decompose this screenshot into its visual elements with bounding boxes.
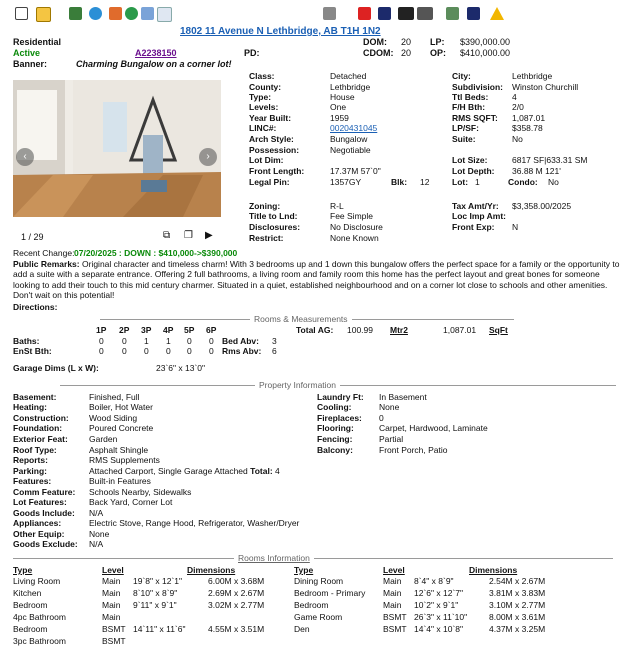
bath-count: 0 <box>209 336 214 346</box>
bed-abv-value: 3 <box>272 336 277 346</box>
room-dims-imperial: 19`8" x 12`1" <box>133 576 183 586</box>
mls-number[interactable]: A2238150 <box>135 48 177 58</box>
pdf-icon[interactable] <box>358 7 371 20</box>
image-icon[interactable] <box>467 7 480 20</box>
mtr2-toggle[interactable]: Mtr2 <box>390 325 408 335</box>
edit-icon[interactable] <box>36 7 51 22</box>
detail-label: Levels: <box>249 102 279 112</box>
bath-count: 1 <box>144 336 149 346</box>
col-header: 3P <box>141 325 152 335</box>
room-type: Kitchen <box>13 588 42 598</box>
prop-value: Carpet, Hardwood, Laminate <box>379 423 488 433</box>
room-dims-metric: 8.00M x 3.61M <box>489 612 546 622</box>
globe-icon[interactable] <box>125 7 138 20</box>
detail-value: 36.88 M 121' <box>512 166 561 176</box>
prop-value: Back Yard, Corner Lot <box>89 497 173 507</box>
op-label: OP: <box>430 48 447 58</box>
detail-value: One <box>330 102 347 112</box>
room-dims-imperial: 8`4" x 8`9" <box>414 576 454 586</box>
prop-value: Garden <box>89 434 118 444</box>
room-type: Bedroom - Primary <box>294 588 366 598</box>
play-icon[interactable]: ▶ <box>205 230 213 241</box>
prop-value: Boiler, Hot Water <box>89 402 153 412</box>
prop-value: None <box>89 529 110 539</box>
bath-count: 1 <box>166 336 171 346</box>
prop-label: Construction: <box>13 413 69 423</box>
linc-link[interactable]: 0020431045 <box>330 123 378 133</box>
section-title: Rooms Information <box>234 553 314 563</box>
prop-label: Parking: <box>13 466 48 476</box>
col-header: 6P <box>206 325 217 335</box>
detail-value: None Known <box>330 233 379 243</box>
detail-label: City: <box>452 71 471 81</box>
section-title: Property Information <box>255 380 340 390</box>
total-ag-value: 100.99 <box>347 325 373 335</box>
detail-label: Front Length: <box>249 166 305 176</box>
col-header: 1P <box>96 325 107 335</box>
sqft-toggle[interactable]: SqFt <box>489 325 508 335</box>
detail-value: Detached <box>330 71 367 81</box>
detail-label: Front Exp: <box>452 222 495 232</box>
baths-label: Baths: <box>13 336 40 346</box>
room-dims-imperial: 14`11" x 11`6" <box>133 624 186 634</box>
zoom-icon[interactable] <box>398 7 414 20</box>
recent-change-value: 07/20/2025 : DOWN : $410,000->$390,000 <box>74 248 238 258</box>
lp-value: $390,000.00 <box>460 37 511 47</box>
room-type: Living Room <box>13 576 61 586</box>
prop-value: 0 <box>379 413 384 423</box>
room-dims-metric: 4.55M x 3.51M <box>208 624 265 634</box>
blk-label: Blk: <box>391 177 408 187</box>
prop-label: Cooling: <box>317 402 352 412</box>
detail-value: 1959 <box>330 113 349 123</box>
room-level: Main <box>102 576 121 586</box>
prop-value: None <box>379 402 400 412</box>
room-type: Den <box>294 624 310 634</box>
detail-label: F/H Bth: <box>452 102 486 112</box>
total-ag-label: Total AG: <box>296 325 334 335</box>
prop-value: N/A <box>89 539 104 549</box>
prop-value: N/A <box>89 508 104 518</box>
col-header: 5P <box>184 325 195 335</box>
detail-value: Lethbridge <box>330 82 371 92</box>
prop-value: Front Porch, Patio <box>379 445 448 455</box>
prop-label: Foundation: <box>13 423 63 433</box>
detail-label: Restrict: <box>249 233 284 243</box>
room-dims-metric: 3.02M x 2.77M <box>208 600 265 610</box>
detail-value: 6817 SF|633.31 SM <box>512 155 588 165</box>
rooms-measurements-header <box>0 314 640 324</box>
detail-value: R-L <box>330 201 344 211</box>
col-header-level: Level <box>383 565 405 575</box>
detail-label: RMS SQFT: <box>452 113 498 123</box>
prop-value: Finished, Full <box>89 392 140 402</box>
detail-label: County: <box>249 82 282 92</box>
garage-label: Garage Dims (L x W): <box>13 363 99 373</box>
detail-label: Lot Dim: <box>249 155 284 165</box>
detail-label: Ttl Beds: <box>452 92 489 102</box>
rms-abv-label: Rms Abv: <box>222 346 262 356</box>
detail-label: Lot Depth: <box>452 166 495 176</box>
detail-label: Tax Amt/Yr: <box>452 201 499 211</box>
ruler-icon[interactable] <box>417 7 433 20</box>
remarks-label: Public Remarks: <box>13 259 80 269</box>
dom-label: DOM: <box>363 37 387 47</box>
room-type: Dining Room <box>294 576 344 586</box>
prop-label: Fencing: <box>317 434 353 444</box>
detail-label: Disclosures: <box>249 222 301 232</box>
detail-value: No <box>512 134 523 144</box>
prop-label: Fireplaces: <box>317 413 362 423</box>
blk-value: 12 <box>420 177 430 187</box>
garage-value: 23`6" x 13`0" <box>156 363 206 373</box>
prop-value <box>89 466 280 476</box>
room-type: Game Room <box>294 612 343 622</box>
prop-value: RMS Supplements <box>89 455 160 465</box>
gallery-icon[interactable]: ❐ <box>184 230 193 241</box>
prop-label: Goods Include: <box>13 508 75 518</box>
sqft-value: 1,087.01 <box>443 325 477 335</box>
detail-value: Fee Simple <box>330 211 373 221</box>
prop-label: Flooring: <box>317 423 354 433</box>
detail-value: Negotiable <box>330 145 371 155</box>
detail-value: 1357GY <box>330 177 362 187</box>
room-level: Main <box>102 588 121 598</box>
status-badge: Active <box>13 48 41 58</box>
condo-value: No <box>548 177 559 187</box>
prop-label: Balcony: <box>317 445 353 455</box>
cdom-value: 20 <box>401 48 412 58</box>
room-level: Main <box>102 612 121 622</box>
total-value: 4 <box>275 466 280 476</box>
room-type: 4pc Bathroom <box>13 612 66 622</box>
detail-value: 1,087.01 <box>512 113 546 123</box>
star-icon[interactable] <box>378 7 391 20</box>
col-header: 4P <box>163 325 174 335</box>
checkbox-icon[interactable] <box>15 7 28 20</box>
prop-label: Basement: <box>13 392 57 402</box>
rms-abv-value: 6 <box>272 346 277 356</box>
remarks-text: Original character and timeless charm! With 3 bedrooms up and 1 down this bungalow offers the perfect space for a family or the opportunity to add a suite with a separate entrance. Offering 2 full bathrooms, a living room and family room this home has the perfect layout and great bones for someone looking to add their touch to this mid century charmer. Situated in a quiet, established neighbourhood and on a corner lot close to schools and other amenities. Don't wait on this potential! <box>13 259 620 300</box>
detail-label: Type: <box>249 92 272 102</box>
detail-value: $3,358.00/2025 <box>512 201 572 211</box>
prop-label: Other Equip: <box>13 529 65 539</box>
lp-label: LP: <box>430 37 445 47</box>
prop-value: Built-in Features <box>89 476 151 486</box>
recent-change-label: Recent Change: <box>13 248 75 258</box>
detail-value: 17.37M 57`0" <box>330 166 381 176</box>
detail-value: Bungalow <box>330 134 368 144</box>
pd-label: PD: <box>244 48 260 58</box>
banner-label: Banner: <box>13 59 48 69</box>
detail-label: Lot Size: <box>452 155 488 165</box>
bank-icon[interactable] <box>323 7 336 20</box>
detail-value: Lethbridge <box>512 71 553 81</box>
room-level: BSMT <box>383 624 407 634</box>
prop-value: Wood Siding <box>89 413 138 423</box>
bath-count: 0 <box>122 336 127 346</box>
detail-value: House <box>330 92 355 102</box>
dom-value: 20 <box>401 37 412 47</box>
room-photo-image <box>13 80 221 217</box>
detail-label: Subdivision: <box>452 82 503 92</box>
detail-value: 4 <box>512 92 517 102</box>
detail-value: N <box>512 222 519 232</box>
prop-label: Appliances: <box>13 518 62 528</box>
detail-label: Suite: <box>452 134 476 144</box>
detail-label: Legal Pin: <box>249 177 290 187</box>
condo-label: Condo: <box>508 177 538 187</box>
room-level: BSMT <box>383 612 407 622</box>
room-dims-imperial: 26`3" x 11`10" <box>414 612 468 622</box>
detail-label: Loc Imp Amt: <box>452 211 506 221</box>
detail-label: Arch Style: <box>249 134 294 144</box>
room-dims-imperial: 12`6" x 12`7" <box>414 588 464 598</box>
room-dims-metric: 3.10M x 2.77M <box>489 600 546 610</box>
next-photo-button[interactable]: › <box>199 148 217 166</box>
ensuite-count: 0 <box>166 346 171 356</box>
col-header-level: Level <box>102 565 124 575</box>
prev-photo-button[interactable]: ‹ <box>16 148 34 166</box>
photo-icon[interactable] <box>69 7 82 20</box>
col-header-dims: Dimensions <box>187 565 236 575</box>
cdom-label: CDOM: <box>363 48 394 58</box>
share-icon[interactable] <box>109 7 122 20</box>
room-dims-imperial: 10`2" x 9`1" <box>414 600 459 610</box>
detail-label: LP/SF: <box>452 123 479 133</box>
detail-label: Year Built: <box>249 113 292 123</box>
photo-counter: 1 / 29 <box>21 232 44 242</box>
prop-label: Laundry Ft: <box>317 392 364 402</box>
room-level: Main <box>102 600 121 610</box>
prop-label: Comm Feature: <box>13 487 76 497</box>
ensuite-count: 0 <box>122 346 127 356</box>
ensuite-count: 0 <box>144 346 149 356</box>
ensuite-count: 0 <box>209 346 214 356</box>
prop-label: Heating: <box>13 402 47 412</box>
detail-value: 1 <box>475 177 480 187</box>
detail-value: 2/0 <box>512 102 524 112</box>
total-label: Total: <box>250 466 273 476</box>
settings-icon[interactable] <box>89 7 102 20</box>
bath-count: 0 <box>99 336 104 346</box>
room-dims-imperial: 14`4" x 10`8" <box>414 624 464 634</box>
detail-label: LINC#: <box>249 123 277 133</box>
prop-value: Partial <box>379 434 404 444</box>
parking-value: Attached Carport, Single Garage Attached <box>89 466 248 476</box>
room-type: 3pc Bathroom <box>13 636 66 646</box>
room-dims-metric: 4.37M x 3.25M <box>489 624 546 634</box>
detail-label: Title to Lnd: <box>249 211 298 221</box>
warning-icon[interactable] <box>490 7 504 20</box>
room-type: Bedroom <box>294 600 329 610</box>
prop-label: Exterior Feat: <box>13 434 68 444</box>
copy-icon[interactable] <box>141 7 154 20</box>
fullscreen-icon[interactable]: ⧉ <box>163 230 171 241</box>
document-icon[interactable] <box>157 7 172 22</box>
prop-value: Poured Concrete <box>89 423 154 433</box>
bed-abv-label: Bed Abv: <box>222 336 259 346</box>
detail-value: Winston Churchill <box>512 82 579 92</box>
room-level: Main <box>383 588 402 598</box>
room-level: BSMT <box>102 636 126 646</box>
room-dims-metric: 6.00M x 3.68M <box>208 576 265 586</box>
prop-label: Lot Features: <box>13 497 67 507</box>
room-level: BSMT <box>102 624 126 634</box>
room-type: Bedroom <box>13 624 48 634</box>
room-dims-imperial: 9`11" x 9`1" <box>133 600 177 610</box>
directions-label: Directions: <box>13 302 58 312</box>
ensuite-label: EnSt Bth: <box>13 346 52 356</box>
public-remarks <box>13 259 627 300</box>
detail-value: No Disclosure <box>330 222 383 232</box>
property-type: Residential <box>13 37 62 47</box>
section-title: Rooms & Measurements <box>250 314 352 324</box>
detail-label: Zoning: <box>249 201 281 211</box>
col-header-type: Type <box>13 565 33 575</box>
room-dims-metric: 3.81M x 3.83M <box>489 588 546 598</box>
op-value: $410,000.00 <box>460 48 511 58</box>
prop-value: Schools Nearby, Sidewalks <box>89 487 192 497</box>
prop-label: Roof Type: <box>13 445 57 455</box>
col-header-dims: Dimensions <box>469 565 518 575</box>
prop-value: Electric Stove, Range Hood, Refrigerator, Washer/Dryer <box>89 518 300 528</box>
ensuite-count: 0 <box>187 346 192 356</box>
col-header: 2P <box>119 325 130 335</box>
room-dims-metric: 2.54M x 2.67M <box>489 576 546 586</box>
col-header-type: Type <box>294 565 314 575</box>
listing-address[interactable]: 1802 11 Avenue N Lethbridge, AB T1H 1N2 <box>180 26 381 37</box>
detail-label: Class: <box>249 71 275 81</box>
room-dims-imperial: 8`10" x 8`9" <box>133 588 178 598</box>
room-dims-metric: 2.69M x 2.67M <box>208 588 265 598</box>
property-info-header <box>0 380 640 390</box>
room-level: Main <box>383 600 402 610</box>
room-level: Main <box>383 576 402 586</box>
prop-value: In Basement <box>379 392 427 402</box>
bath-count: 0 <box>187 336 192 346</box>
prop-label: Goods Exclude: <box>13 539 78 549</box>
prop-value: Asphalt Shingle <box>89 445 149 455</box>
ensuite-count: 0 <box>99 346 104 356</box>
detail-value: $358.78 <box>512 123 543 133</box>
listing-photo[interactable] <box>13 80 221 217</box>
prop-label: Reports: <box>13 455 48 465</box>
calculator-icon[interactable] <box>446 7 459 20</box>
banner-text: Charming Bungalow on a corner lot! <box>76 59 232 69</box>
room-type: Bedroom <box>13 600 48 610</box>
detail-label: Lot: <box>452 177 469 187</box>
rooms-info-header <box>0 553 640 563</box>
detail-label: Possession: <box>249 145 300 155</box>
prop-label: Features: <box>13 476 52 486</box>
